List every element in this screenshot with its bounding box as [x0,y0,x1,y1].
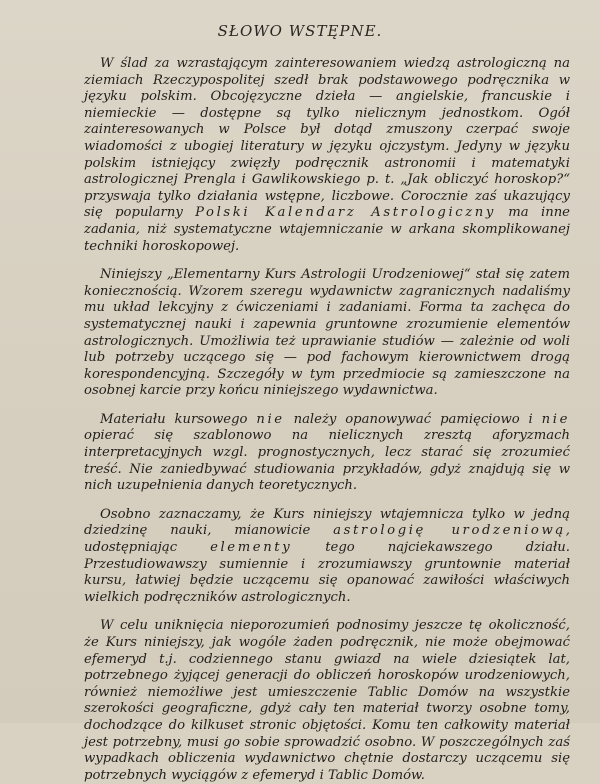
spaced-emphasis: nie [256,411,285,427]
preface-text [84,56,570,784]
text-run: W celu uniknięcia nieporozumień podnosimy jeszcze tę okoliczność, że Kurs niniejszy, jak wogóle żaden podręcznik, nie może obejmować efemeryd t.j. codziennego stanu gwiazd na wiele dziesiątek lat, potrzebnego żyjącej generacji do obliczeń horoskopów urodzeniowych, również niemożliwe jest umieszczenie Tablic Domów na wszystkie szerokości geograficzne, gdyż cały ten materiał tworzy osobne tomy, dochodzące do kilkuset stronic objętości. Komu ten całkowity materiał jest potrzebny, musi go sobie sprowadzić osobno. W poszczególnych zaś wypadkach obliczenia wydawnictwo chętnie dostarczy uczącemu się potrzebnych wyciągów z efemeryd i Tablic Domów. [84,618,570,783]
text-run: ma inne zadania, niż systematyczne wtajemniczanie w arkana skomplikowanej techniki horoskopowej. [84,205,570,254]
paragraph [84,412,570,495]
text-run: W ślad za wzrastającym zainteresowaniem wiedzą astrologiczną na ziemiach Rzeczypospolitej szedł brak podstawowego podręcznika w języku polskim. Obcojęzyczne dzieła — angielskie, francuskie i niemieckie — dostępne są tylko nielicznym jednostkom. Ogół zainteresowanych w Polsce był dotąd zmuszony czerpać swoje wiadomości z ubogiej literatury w języku ojczystym. Jedyny w języku polskim istniejący zwięzły podręcznik astronomii i matematyki astrologicznej Prengla i Gawlikowskiego p. t. „Jak obliczyć horoskop?“ przyswaja tylko działania wstępne, liczbowe. Corocznie zaś ukazujący się popularny [84,56,570,221]
paragraph [84,507,570,607]
text-run: , udostępniając [84,523,570,556]
text-run: tego najciekawszego działu. Przestudiowawszy sumiennie i zrozumiawszy gruntownie materiał kursu, łatwiej będzie uczącemu się opanować zawiłości właściwych wielkich podręczników astrologicznych. [84,540,570,605]
spaced-emphasis: Polski Kalendarz Astrologiczny [195,205,496,221]
paragraph [84,618,570,784]
spaced-emphasis: elementy [210,540,293,556]
text-run: opierać się szablonowo na nielicznych zresztą aforyzmach interpretacyjnych wzgl. prognostycznych, lecz starać się zrozumieć treść. Nie zaniedbywać studiowania przykładów, gdyż znajdują się w nich uzupełnienia danych teoretycznych. [84,428,570,494]
text-run: Materiału kursowego [100,411,257,427]
text-run: należy opanowywać pamięciowo i [284,411,542,427]
text-run: Niniejszy „Elementarny Kurs Astrologii Urodzeniowej“ stał się zatem koniecznością. Wzorem szeregu wydawnictw zagranicznych nadaliśmy mu układ lekcyjny z ćwiczeniami i zadaniami. Forma ta zachęca do systematycznej nauki i zapewnia gruntowne zrozumienie elementów astrologicznych. Umożliwia też uprawianie studiów — zależnie od woli lub potrzeby uczącego się — pod fachowym kierownictwem drogą korespondencyjną. Szczegóły w tym przedmiocie są zamieszczone na osobnej karcie przy końcu niniejszego wydawnictwa. [84,267,570,399]
page-title: SŁOWO WSTĘPNE. [217,22,383,40]
spaced-emphasis: astrologię urodzeniową [333,523,566,539]
text-run: Osobno zaznaczamy, że Kurs niniejszy wtajemnicza tylko w jedną dziedzinę nauki, mianowicie [84,506,570,539]
paragraph [84,267,570,400]
paragraph [84,56,570,255]
spaced-emphasis: nie [541,411,570,427]
